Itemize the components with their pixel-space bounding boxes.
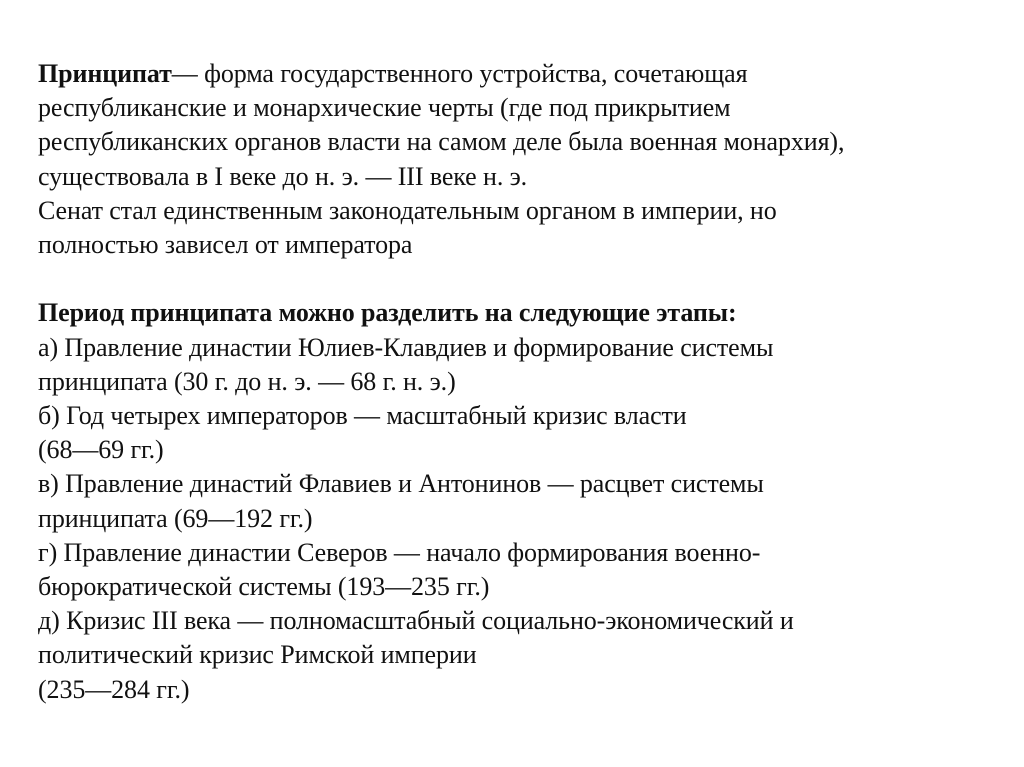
period-d-line-1: г) Правление династии Северов — начало формирования военно- <box>38 537 761 567</box>
period-e-line-1: д) Кризис III века — полномасштабный социально-экономический и <box>38 606 794 636</box>
period-a-line-2: принципата (30 г. до н. э. — 68 г. н. э.) <box>38 366 456 396</box>
definition-line-2: республиканские и монархические черты (где под прикрытием <box>38 93 731 123</box>
definition-line-1 <box>38 57 998 91</box>
period-c-line-1: в) Правление династий Флавиев и Антонинов — расцвет системы <box>38 469 764 499</box>
period-b-line-1: б) Год четырех императоров — масштабный кризис власти <box>38 401 687 431</box>
senate-line-2: полностью зависел от императора <box>38 230 413 260</box>
slide-content <box>38 57 998 707</box>
definition-line-3: республиканских органов власти на самом деле была военная монархия), <box>38 127 845 157</box>
period-d-line-2: бюрократической системы (193—235 гг.) <box>38 572 490 602</box>
definition-text: — форма государственного устройства, сочетающая <box>171 59 748 88</box>
period-e-line-3: (235—284 гг.) <box>38 674 190 704</box>
paragraph-gap <box>38 262 998 296</box>
periods-heading: Период принципата можно разделить на следующие этапы: <box>38 298 737 328</box>
senate-line-1: Сенат стал единственным законодательным органом в империи, но <box>38 195 777 225</box>
period-c-line-2: принципата (69—192 гг.) <box>38 503 313 533</box>
period-b-line-2: (68—69 гг.) <box>38 435 164 465</box>
term-principate: Принципат <box>38 59 172 88</box>
period-a-line-1: а) Правление династии Юлиев-Клавдиев и формирование системы <box>38 332 774 362</box>
definition-line-4: существовала в I веке до н. э. — III веке н. э. <box>38 161 528 191</box>
period-e-line-2: политический кризис Римской империи <box>38 640 477 670</box>
